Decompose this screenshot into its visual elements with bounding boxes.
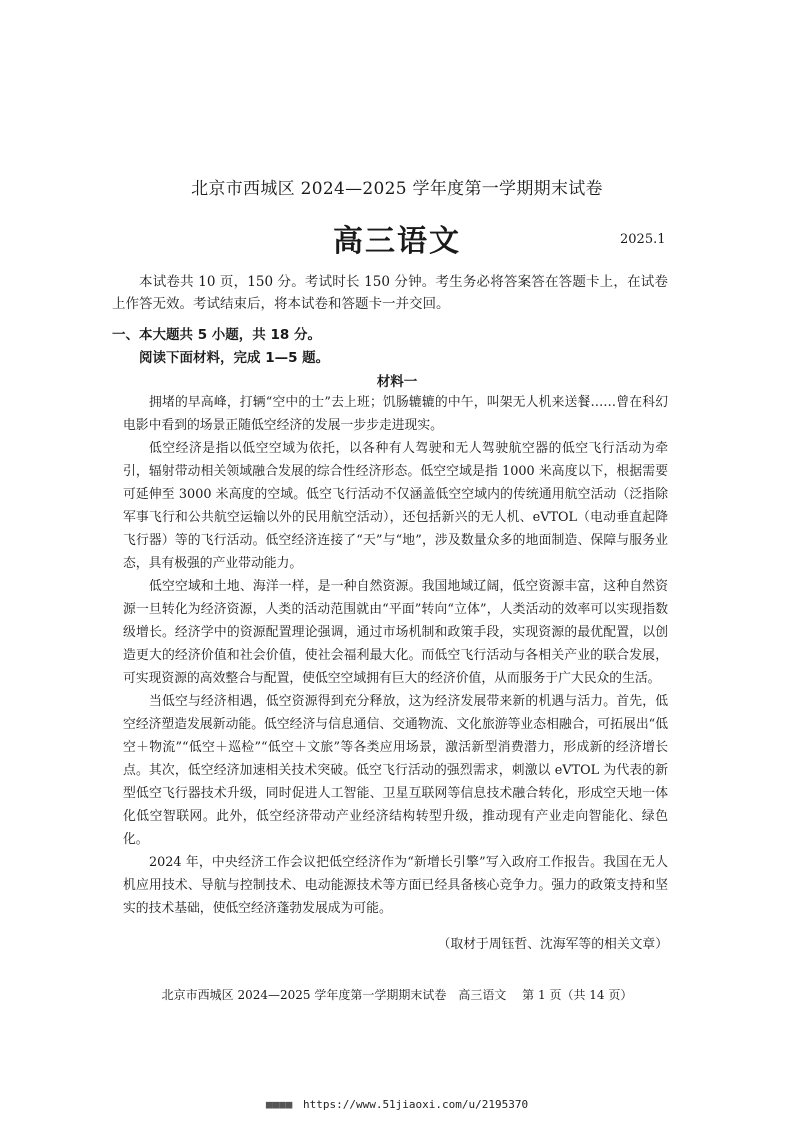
exam-notice: 本试卷共 10 页，150 分。考试时长 150 分钟。考生务必将答案答在答题卡上，在试卷上作答无效。考试结束后，将本试卷和答题卡一并交回。 [112,274,668,312]
watermark-prefix: ■■■■ [265,1098,293,1111]
source-citation: （取材于周钰哲、沈海军等的相关文章） [437,937,668,952]
paragraph: 拥堵的早高峰，打辆“空中的士”去上班；饥肠辘辘的中午，叫架无人机来送餐……曾在科幻电影中看到的场景正随低空经济的发展一步步走进现实。 [123,395,668,433]
paragraph: 2024 年，中央经济工作会议把低空经济作为“新增长引擎”写入政府工作报告。我国在无人机应用技术、导航与控制技术、电动能源技术等方面已经具备核心竞争力。强力的政策支持和坚实的技术基础，使低空经济蓬勃发展成为可能。 [123,855,668,916]
page-footer: 北京市西城区 2024—2025 学年度第一学期期末试卷 高三语文 第 1 页（共 14 页） [161,988,633,1002]
subject-title: 高三语文 [333,224,461,259]
watermark [0,1098,794,1111]
material-title: 材料一 [376,374,418,390]
paragraph: 当低空与经济相遇，低空资源得到充分释放，这为经济发展带来新的机遇与活力。首先，低空经济塑造发展新动能。低空经济与信息通信、交通物流、文化旅游等业态相融合，可拓展出“低空＋物流”“低空＋巡检”“低空＋文旅”等各类应用场景，激活新型消费潜力，形成新的经济增长点。其次，低空经济加速相关技术突破。低空飞行活动的强烈需求，刺激以 eVTOL 为代表的新型低空飞行器技术升级，同时促进人工智能、卫星互联网等信息技术融合转化，形成空天地一体化低空智联网。此外，低空经济带动产业经济结构转型升级，推动现有产业走向智能化、绿色化。 [123,694,668,847]
paragraph: 低空空域和土地、海洋一样，是一种自然资源。我国地域辽阔，低空资源丰富，这种自然资源一旦转化为经济资源，人类的活动范围就由“平面”转向“立体”，人类活动的效率可以实现指数级增长。经济学中的资源配置理论强调，通过市场机制和政策手段，实现资源的最优配置，以创造更大的经济价值和社会价值，使社会福利最大化。而低空飞行活动与各相关产业的联合发展，可实现资源的高效整合与配置，使低空空域拥有巨大的经济价值，从而服务于广大民众的生活。 [123,579,668,686]
exam-date: 2025.1 [620,232,666,247]
material-body [123,391,668,920]
reading-instruction: 阅读下面材料，完成 1—5 题。 [139,350,330,366]
exam-title: 北京市西城区 2024—2025 学年度第一学期期末试卷 [191,179,603,199]
watermark-url[interactable]: https://www.51jiaoxi.com/u/2195370 [302,1098,529,1111]
section-heading: 一、本大题共 5 小题，共 18 分。 [112,327,321,343]
paragraph: 低空经济是指以低空空域为依托，以各种有人驾驶和无人驾驶航空器的低空飞行活动为牵引，辐射带动相关领域融合发展的综合性经济形态。低空空域是指 1000 米高度以下，根据需要可延伸至 3000 米高度的空域。低空飞行活动不仅涵盖低空空域内的传统通用航空活动（泛指除军事飞行和公共航空运输以外的民用航空活动），还包括新兴的无人机、eVTOL（电动垂直起降飞行器）等的飞行活动。低空经济连接了“天”与“地”，涉及数量众多的地面制造、保障与服务业态，具有极强的产业带动能力。 [123,441,668,571]
